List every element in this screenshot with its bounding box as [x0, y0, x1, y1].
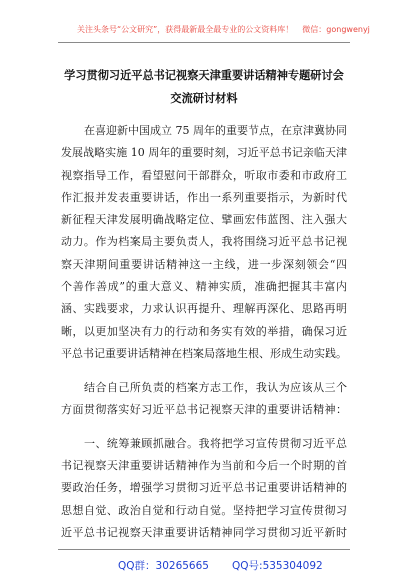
paragraph-line: 书记视察天津重要讲话精神作为当前和今后一个时期的首: [61, 459, 347, 473]
paragraph-line: 一、统筹兼顾抓融合。我将把学习宣传贯彻习近平总: [84, 436, 347, 450]
header-wechat-text: 微信：gongwenyj: [302, 25, 370, 34]
header-banner: [77, 24, 370, 36]
footer-qq-group: QQ群：30265665: [118, 560, 209, 572]
paragraph-line: 在喜迎新中国成立 75 周年的重要节点，在京津冀协同: [84, 124, 347, 137]
paragraph-line: 要政治任务，增强学习贯彻习近平总书记重要讲话精神的: [61, 481, 347, 495]
paragraph-line: 平总书记重要讲话精神在档案局落地生根、形成生动实践。: [61, 346, 347, 360]
paragraph-line: 近平总书记视察天津重要讲话精神同学习贯彻习近平新时: [61, 526, 347, 540]
paragraph-line: 晰，以更加坚决有力的行动和务实有效的举措，确保习近: [61, 324, 347, 338]
paragraph-line: 动力。作为档案局主要负责人，我将围绕习近平总书记视: [61, 235, 347, 249]
body-paragraph: [61, 433, 347, 544]
document-body: [61, 120, 347, 556]
paragraph-line: 发展战略实施 10 周年的重要时刻，习近平总书记亲临天津: [61, 146, 347, 160]
paragraph-line: 视察指导工作，看望慰问干部群众，听取市委和市政府工: [61, 168, 347, 182]
paragraph-line: 作汇报并发表重要讲话，作出一系列重要指示，为新时代: [61, 190, 347, 204]
paragraph-line: 方面贯彻落实好习近平总书记视察天津的重要讲话精神：: [61, 403, 347, 417]
body-paragraph: [61, 377, 347, 422]
header-divider: [58, 42, 350, 43]
paragraph-line: 涵、实践要求，力求认识再提升、理解再深化、思路再明: [61, 302, 347, 316]
paragraph-line: 结合自己所负责的档案方志工作，我认为应该从三个: [84, 380, 347, 394]
header-promo-text: 关注头条号“公文研究”，获得最新最全最专业的公文资料库！: [77, 25, 294, 34]
footer-qq-number: QQ号:535304092: [232, 560, 323, 572]
title-line-1: 学习贯彻习近平总书记视察天津重要讲话精神专题研讨会: [64, 68, 344, 82]
footer-divider: [58, 549, 350, 550]
body-paragraph: [61, 120, 347, 365]
paragraph-line: 思想自觉、政治自觉和行动自觉。坚持把学习宣传贯彻习: [61, 503, 347, 517]
document-title: [40, 64, 368, 110]
paragraph-line: 察天津期间重要讲话精神这一主线，进一步深刻领会“四: [61, 257, 347, 271]
paragraph-line: 个善作善成”的重大意义、精神实质，准确把握其丰富内: [61, 280, 347, 294]
title-line-2: 交流研讨材料: [170, 91, 238, 105]
paragraph-line: 新征程天津发展明确战略定位、擘画宏伟蓝图、注入强大: [61, 213, 347, 227]
